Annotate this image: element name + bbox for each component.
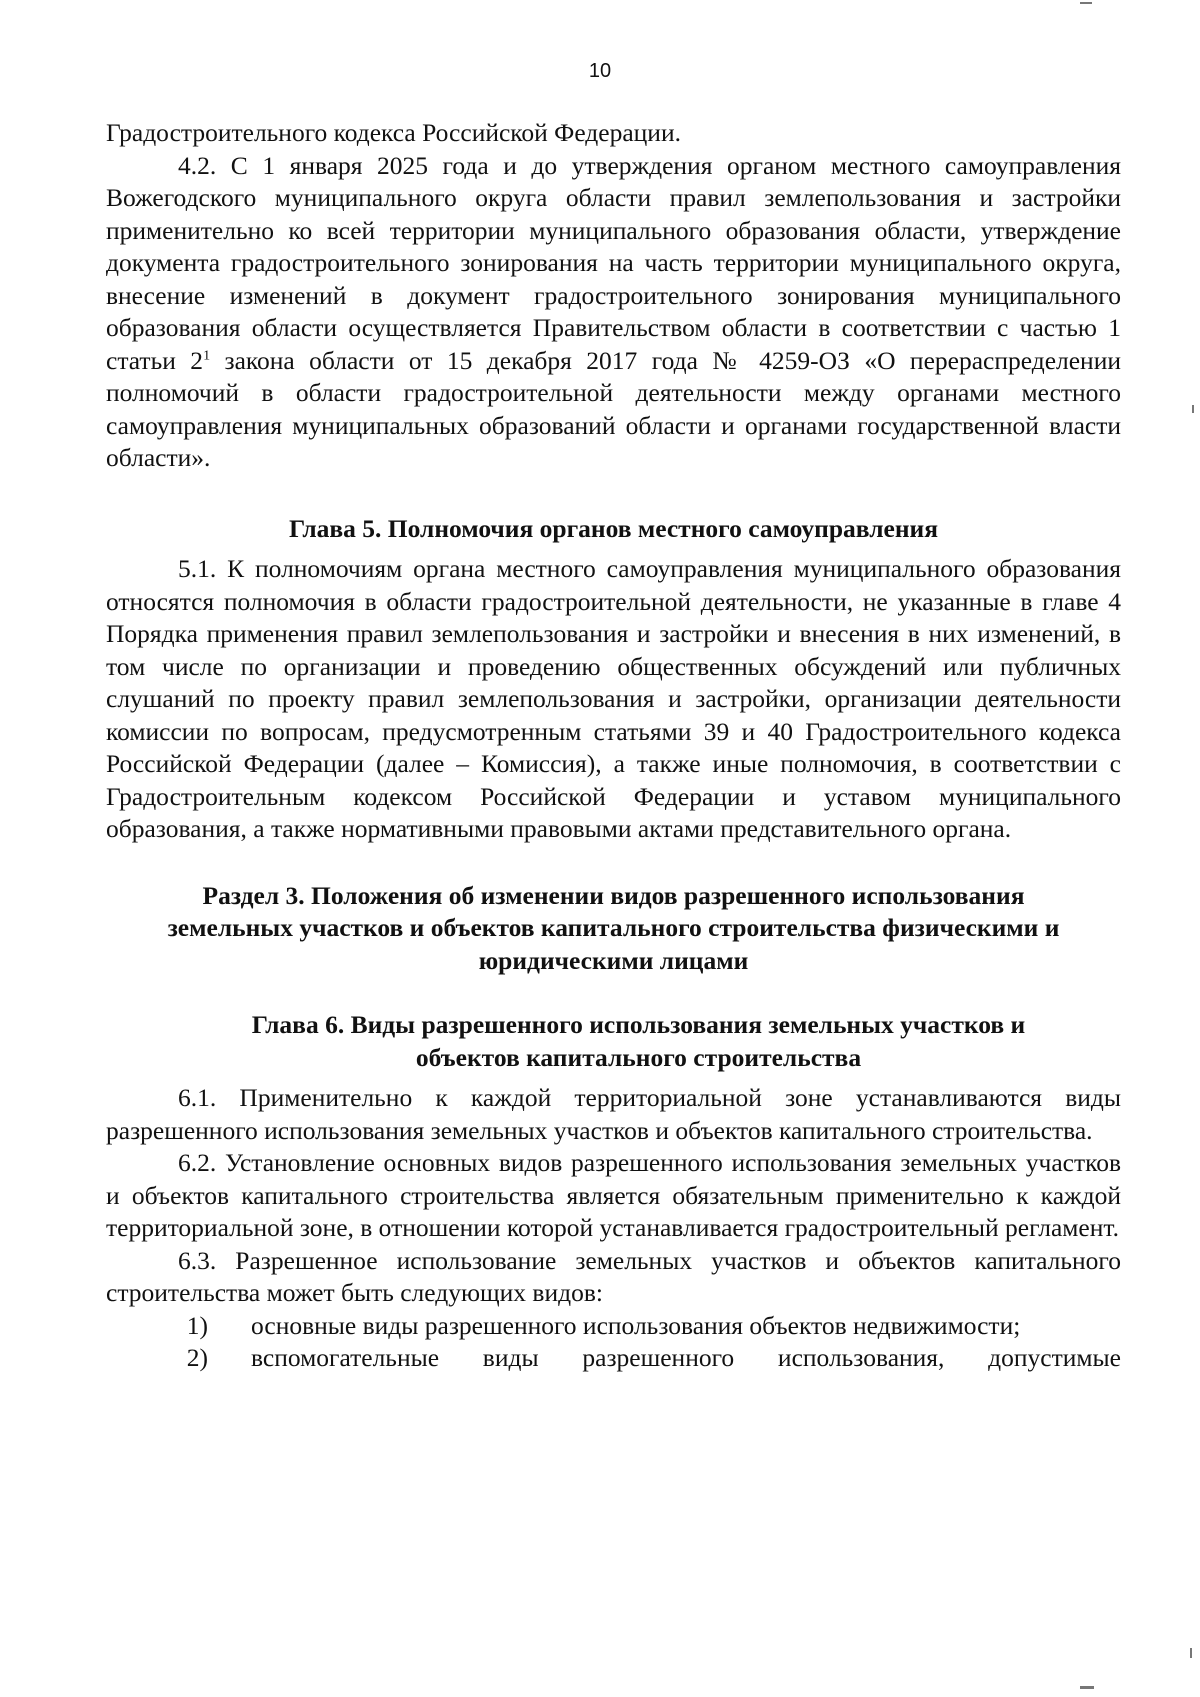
paragraph-4-2-part-a: 4.2. С 1 января 2025 года и до утверждения органом местного самоуправления Вожегодского муниципального округа области правил землепользования и застройки применительно ко всей территории муниципального образования области, утверждение документа градостроительного зонирования на часть территории муниципального округа, внесение изменений в документ градостроительного зонирования муниципального образования области осуществляется Правительством области в соответствии с частью 1 статьи 2 — [106, 150, 1121, 375]
scan-artifact — [1080, 2, 1092, 4]
paragraph-6-3: 6.3. Разрешенное использование земельных участков и объектов капитального строительства может быть следующих видов: — [106, 1245, 1121, 1307]
article-superscript: 1 — [203, 348, 211, 363]
scan-artifact — [1192, 405, 1194, 413]
section-3-title-line: Раздел 3. Положения об изменении видов разрешенного использования — [202, 880, 1025, 910]
paragraph-4-2-part-b: закона области от 15 декабря 2017 года № 4259-ОЗ «О перераспределении полномочий в области градостроительной деятельности между органами местного самоуправления муниципальных образований области и органами государственной власти области». — [106, 345, 1121, 472]
list-item — [106, 1310, 1121, 1343]
list-item — [106, 1342, 1121, 1375]
list-item-text: основные виды разрешенного использования объектов недвижимости; — [251, 1310, 1021, 1340]
section-3-title-line: юридическими лицами — [478, 945, 749, 975]
list-item-text: вспомогательные виды разрешенного использования, допустимые — [251, 1343, 1121, 1372]
chapter-5-title: Глава 5. Полномочия органов местного самоуправления — [288, 513, 939, 543]
scan-artifact — [1080, 1686, 1094, 1689]
paragraph-5-1: 5.1. К полномочиям органа местного самоуправления муниципального образования относятся полномочия в области градостроительной деятельности, не указанные в главе 4 Порядка применения правил землепользования и застройки и внесения в них изменений, в том числе по организации и проведению общественных обсуждений или публичных слушаний по проекту правил землепользования и застройки, организации деятельности комиссии по вопросам, предусмотренным статьями 39 и 40 Градостроительного кодекса Российской Федерации (далее – Комиссия), а также иные полномочия, в соответствии с Градостроительным кодексом Российской Федерации и уставом муниципального образования, а также нормативными правовыми актами представительного органа. — [106, 554, 1121, 843]
paragraph-4-2 — [106, 150, 1121, 475]
section-3-title-line: земельных участков и объектов капитального строительства физическими и — [167, 913, 1060, 942]
page-number: 10 — [588, 60, 612, 82]
paragraph-6-2: 6.2. Установление основных видов разрешенного использования земельных участков и объектов капитального строительства является обязательным применительно к каждой территориальной зоне, в отношении которой устанавливается градостроительный регламент. — [106, 1148, 1121, 1242]
continuation-line: Градостроительного кодекса Российской Федерации. — [106, 118, 681, 147]
scan-artifact — [1190, 1648, 1192, 1658]
section-3-title — [106, 880, 1121, 978]
chapter-6-title — [106, 1009, 1121, 1074]
chapter-6-title-line: объектов капитального строительства — [415, 1042, 862, 1072]
list-item-number: 1) — [186, 1310, 208, 1340]
chapter-6-title-line: Глава 6. Виды разрешенного использования земельных участков и — [251, 1010, 1026, 1039]
paragraph-6-1: 6.1. Применительно к каждой территориальной зоне устанавливаются виды разрешенного использования земельных участков и объектов капитального строительства. — [106, 1083, 1121, 1145]
document-body — [106, 117, 1121, 1375]
list-item-number: 2) — [186, 1343, 208, 1372]
